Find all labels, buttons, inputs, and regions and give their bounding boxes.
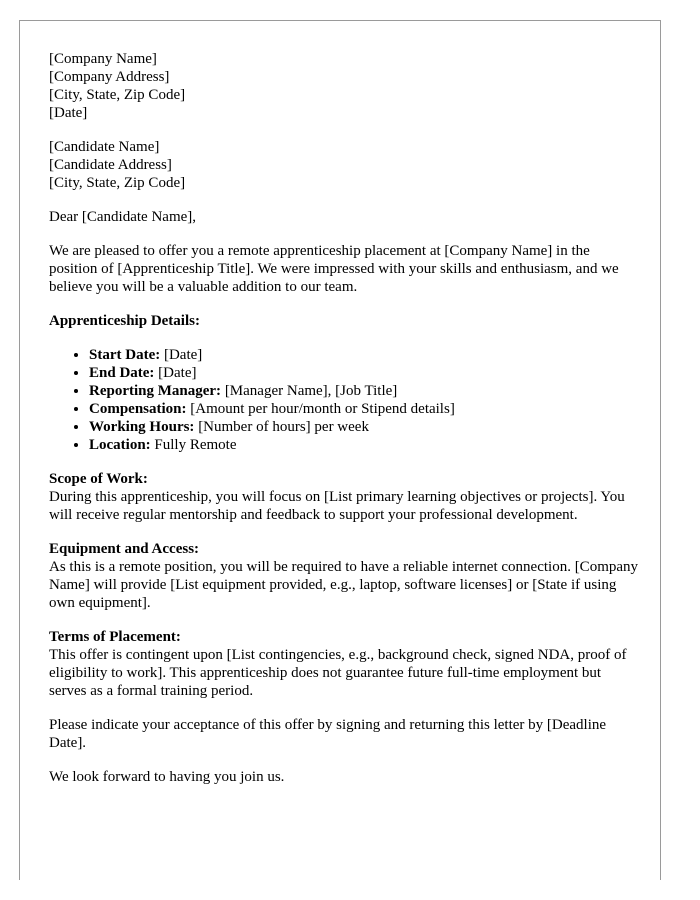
detail-label: Location: — [89, 437, 151, 453]
terms-section — [49, 628, 639, 700]
scope-section — [49, 470, 639, 524]
detail-value: Fully Remote — [150, 437, 237, 453]
detail-item-reporting-manager — [89, 382, 639, 400]
detail-label: Compensation: — [89, 401, 187, 417]
equipment-section — [49, 540, 639, 612]
intro-paragraph: We are pleased to offer you a remote apprenticeship placement at [Company Name] in the position of [Apprenticeship Title]. We were impressed with your skills and enthusiasm, and we believe you will be a valuable addition to our team. — [49, 243, 619, 295]
details-heading: Apprenticeship Details: — [49, 313, 200, 329]
detail-value: [Manager Name], [Job Title] — [221, 383, 398, 399]
company-name: [Company Name] — [49, 51, 157, 67]
letter-page — [19, 20, 661, 880]
equipment-text: As this is a remote position, you will be required to have a reliable internet connection. [Company Name] will provide [List equipment provided, e.g., laptop, software licenses] or [State if using own equipment]. — [49, 559, 639, 611]
detail-item-compensation — [89, 400, 639, 418]
candidate-address-block — [49, 138, 639, 192]
detail-label: End Date: — [89, 365, 155, 381]
detail-item-start-date — [89, 346, 639, 364]
candidate-name: [Candidate Name] — [49, 139, 160, 155]
salutation: Dear [Candidate Name], — [49, 209, 197, 225]
letter-content — [49, 50, 639, 802]
details-list — [49, 346, 639, 454]
detail-value: [Amount per hour/month or Stipend details] — [186, 401, 455, 417]
detail-item-end-date — [89, 364, 639, 382]
terms-heading: Terms of Placement: — [49, 629, 181, 645]
detail-item-location — [89, 436, 639, 454]
scope-heading: Scope of Work: — [49, 471, 148, 487]
closing-line: We look forward to having you join us. — [49, 769, 285, 785]
candidate-address: [Candidate Address] — [49, 157, 172, 173]
detail-label: Start Date: — [89, 347, 161, 363]
detail-value: [Date] — [160, 347, 203, 363]
equipment-heading: Equipment and Access: — [49, 541, 200, 557]
detail-item-working-hours — [89, 418, 639, 436]
company-address-block — [49, 50, 639, 122]
company-city-state-zip: [City, State, Zip Code] — [49, 87, 186, 103]
candidate-city-state-zip: [City, State, Zip Code] — [49, 175, 186, 191]
letter-date: [Date] — [49, 105, 88, 121]
detail-label: Working Hours: — [89, 419, 195, 435]
company-address: [Company Address] — [49, 69, 170, 85]
detail-value: [Number of hours] per week — [194, 419, 369, 435]
detail-value: [Date] — [154, 365, 197, 381]
detail-label: Reporting Manager: — [89, 383, 222, 399]
terms-text: This offer is contingent upon [List contingencies, e.g., background check, signed NDA, proof of eligibility to work]. This apprenticeship does not guarantee future full-time employment but serves as a formal training period. — [49, 647, 627, 699]
acceptance-paragraph: Please indicate your acceptance of this offer by signing and returning this letter by [Deadline Date]. — [49, 717, 607, 751]
scope-text: During this apprenticeship, you will focus on [List primary learning objectives or projects]. You will receive regular mentorship and feedback to support your professional development. — [49, 489, 625, 523]
